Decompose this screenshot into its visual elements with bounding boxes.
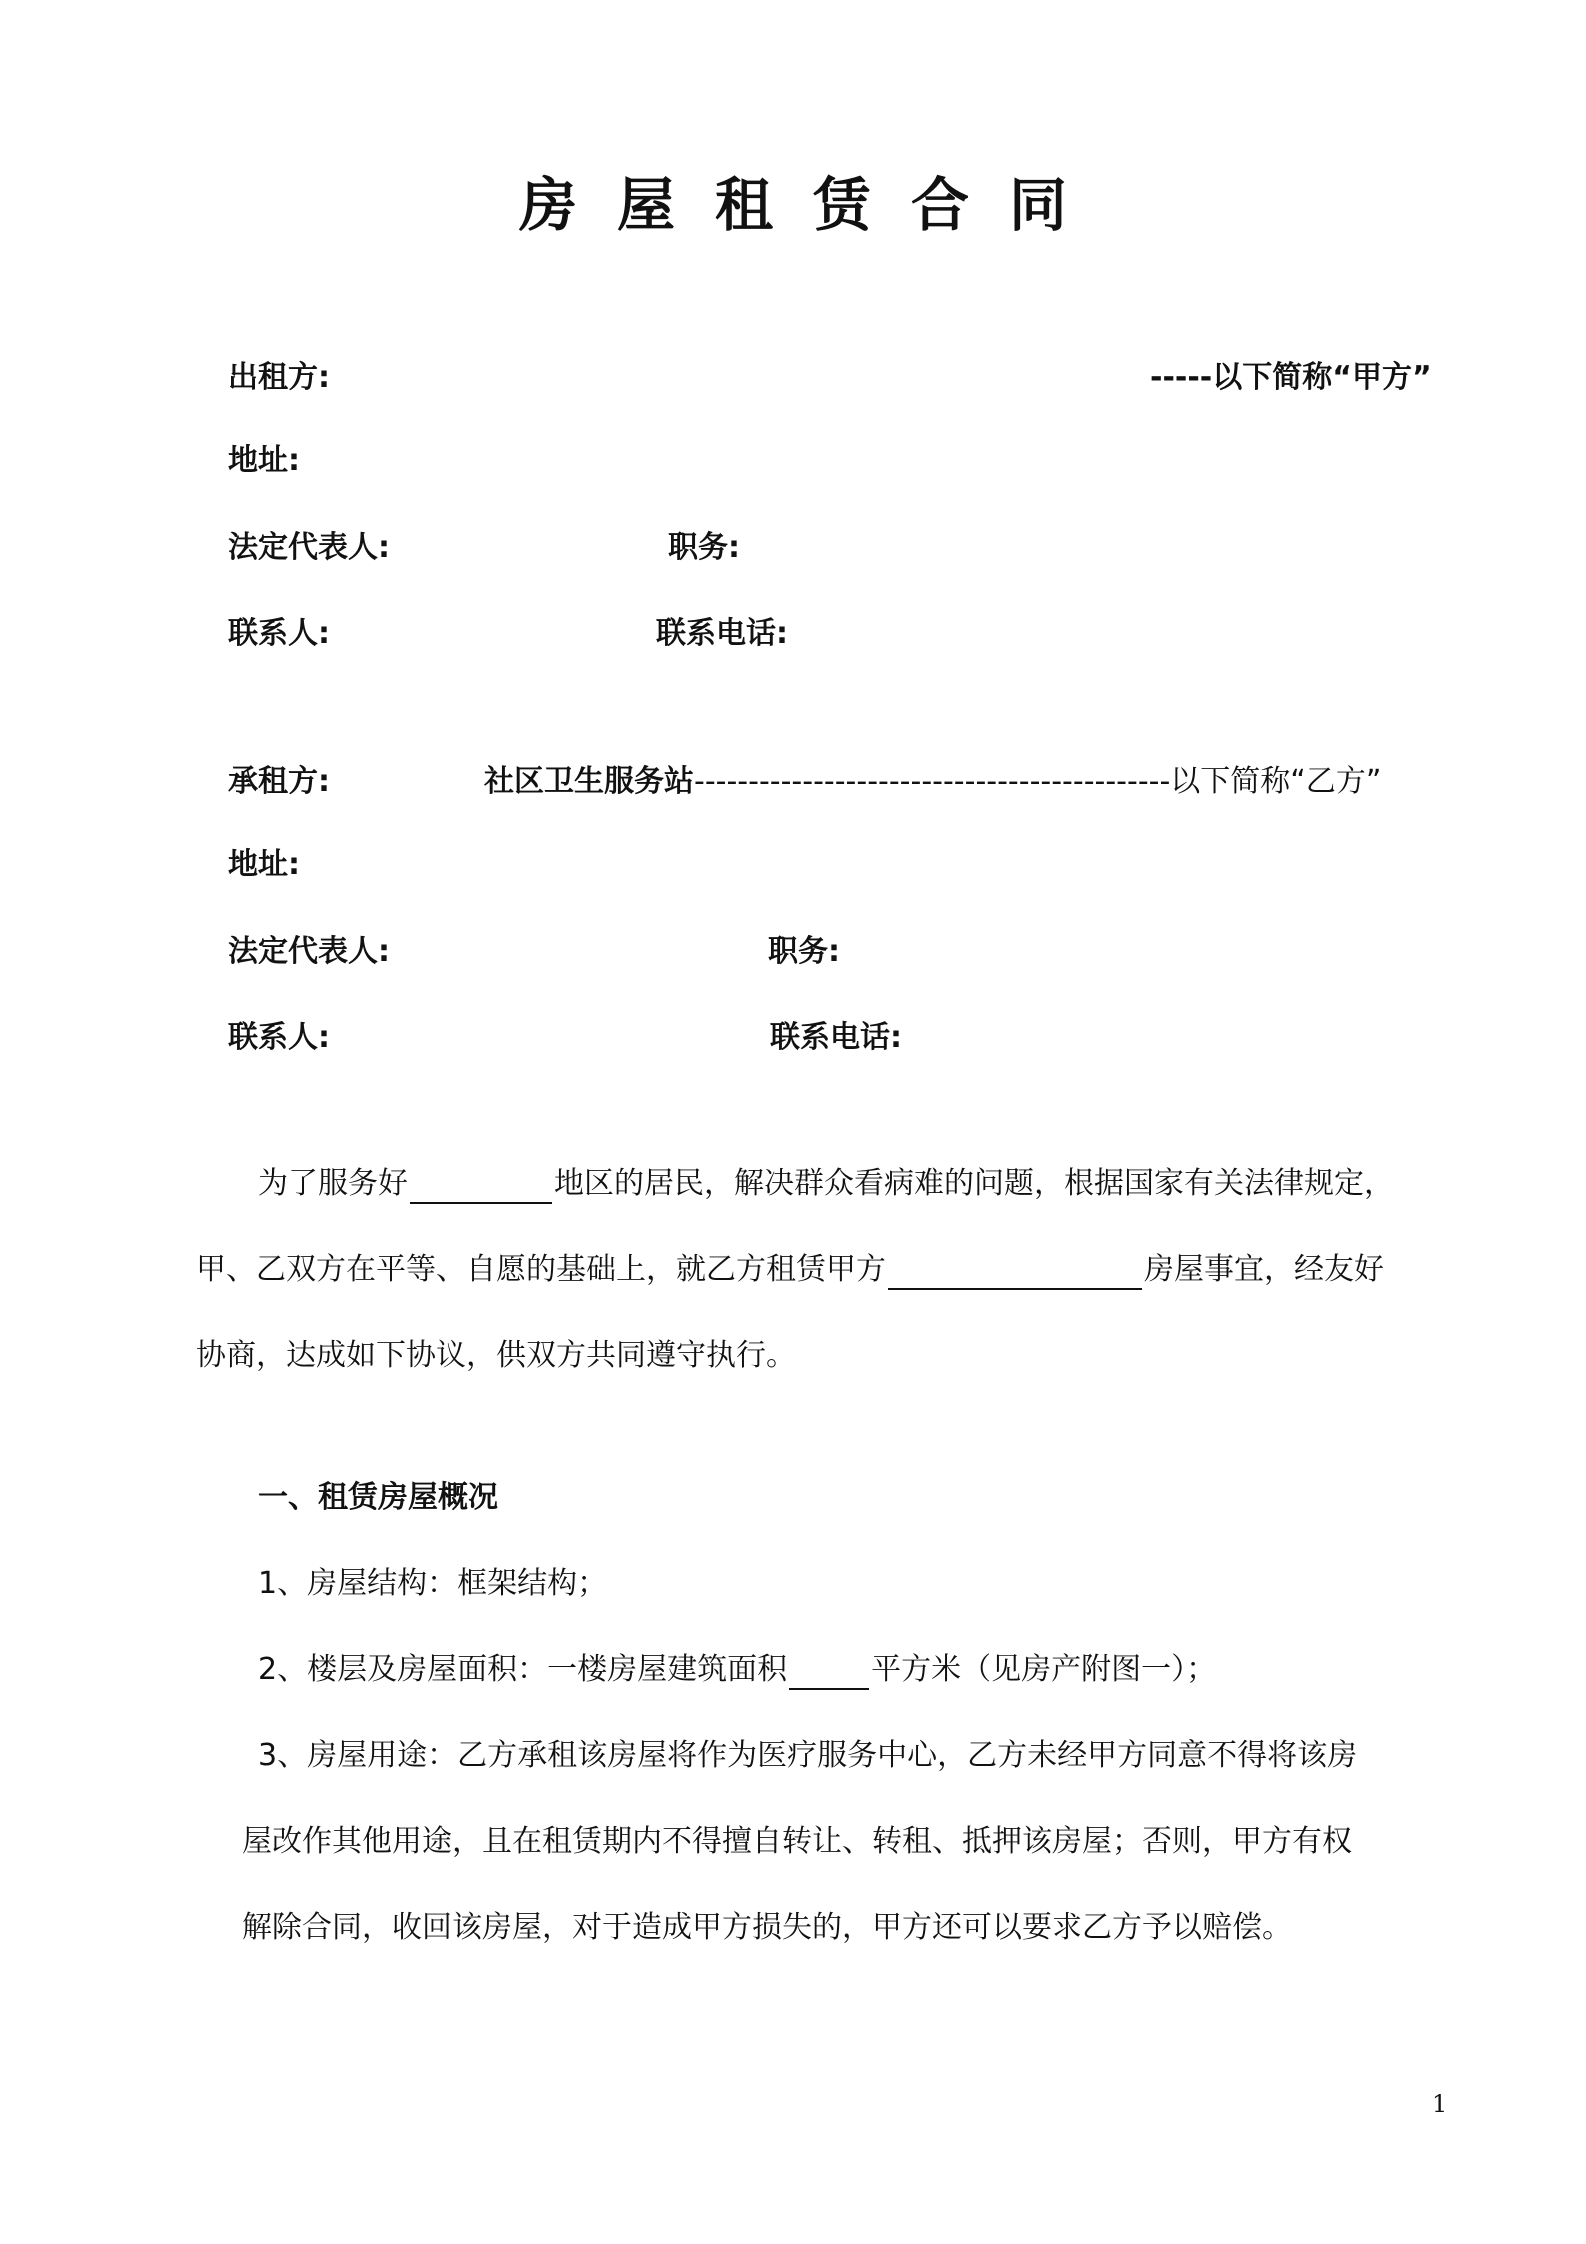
party-b-rep-label: 法定代表人: — [228, 934, 390, 969]
party-b-address-label: 地址: — [228, 847, 300, 882]
party-b-phone-label: 联系电话: — [770, 1020, 902, 1055]
party-a-label: 出租方: — [228, 360, 330, 395]
section-1-item-3-line-2: 屋改作其他用途，且在租赁期内不得擅自转让、转租、抵押该房屋；否则，甲方有权 — [242, 1824, 1352, 1859]
party-b-position-label: 职务: — [768, 934, 840, 969]
preamble-text: 房屋事宜，经友好 — [1144, 1252, 1384, 1287]
party-a-address-label: 地址: — [228, 443, 300, 478]
party-b-line — [484, 762, 1381, 802]
item-text: 平方米（见房产附图一）； — [871, 1652, 1217, 1687]
preamble-line-1 — [258, 1164, 1394, 1204]
party-b-label: 承租方: — [228, 764, 330, 799]
preamble-text: 甲、乙双方在平等、自愿的基础上，就乙方租赁甲方 — [196, 1252, 886, 1287]
section-1-heading: 一、租赁房屋概况 — [258, 1480, 498, 1515]
page-number: 1 — [1432, 2090, 1448, 2118]
party-a-rep-label: 法定代表人: — [228, 530, 390, 565]
section-1-item-3-line-3: 解除合同，收回该房屋，对于造成甲方损失的，甲方还可以要求乙方予以赔偿。 — [242, 1910, 1292, 1945]
preamble-text: 为了服务好 — [258, 1166, 408, 1201]
page-title: 房屋租赁合同 — [518, 171, 1107, 239]
area-blank — [789, 1656, 869, 1690]
party-a-contact-label: 联系人: — [228, 616, 330, 651]
district-blank — [410, 1170, 552, 1204]
party-b-contact-label: 联系人: — [228, 1020, 330, 1055]
preamble-line-3: 协商，达成如下协议，供双方共同遵守执行。 — [196, 1338, 796, 1373]
section-1-item-1: 1、房屋结构：框架结构； — [258, 1566, 608, 1601]
party-b-name: 社区卫生服务站 — [484, 764, 694, 799]
party-b-alias: --------------------------------------------以下简称“乙方” — [694, 764, 1382, 799]
preamble-line-2 — [196, 1250, 1384, 1290]
section-1-item-2 — [258, 1650, 1216, 1690]
preamble-text: 地区的居民，解决群众看病难的问题，根据国家有关法律规定， — [554, 1166, 1394, 1201]
party-a-phone-label: 联系电话: — [656, 616, 788, 651]
party-a-position-label: 职务: — [668, 530, 740, 565]
premises-blank — [888, 1256, 1142, 1290]
party-a-alias: -----以下简称“甲方” — [1150, 360, 1432, 395]
section-1-item-3-line-1: 3、房屋用途：乙方承租该房屋将作为医疗服务中心，乙方未经甲方同意不得将该房 — [258, 1738, 1358, 1773]
item-text: 2、楼层及房屋面积：一楼房屋建筑面积 — [258, 1652, 788, 1687]
